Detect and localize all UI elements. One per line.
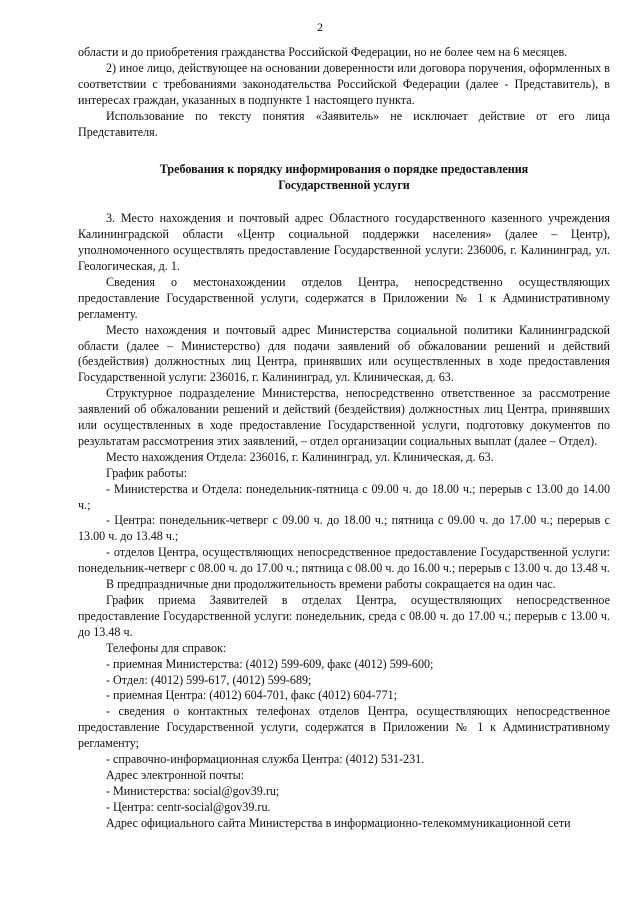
list-item: - Министерства и Отдела: понедельник-пятница с 09.00 ч. до 18.00 ч.; перерыв с 13.00 до 14.00 ч.; <box>78 481 610 512</box>
paragraph: Место нахождения Отдела: 236016, г. Калининград, ул. Клиническая, д. 63. <box>106 449 494 464</box>
section-heading-line: Требования к порядку информирования о порядке предоставления <box>159 162 529 177</box>
paragraph: Адрес официального сайта Министерства в информационно-телекоммуникационной сети <box>106 815 571 830</box>
paragraph: Использование по тексту понятия «Заявитель» не исключает действие от его лица Представителя. <box>78 108 610 139</box>
paragraph: Структурное подразделение Министерства, непосредственно ответственное за рассмотрение заявлений об обжаловании решений и действий (бездействия) должностных лиц Центра, принявших или осуществленных в ходе предоставление Государственной услуги, подготовку документов по результатам рассмотрения этих заявлений, – отдел организации социальных выплат (далее – Отдел). <box>78 386 610 448</box>
list-item: - приемная Центра: (4012) 604-701, факс (4012) 604-771; <box>106 688 398 703</box>
paragraph: Адрес электронной почты: <box>106 767 245 782</box>
paragraph: График приема Заявителей в отделах Центра, осуществляющих непосредственное предоставление Государственной услуги: понедельник, среда с 08.00 ч. до 17.00 ч.; перерыв с 13.00 ч. до 13.48 ч. <box>78 593 610 639</box>
document-body <box>78 45 610 832</box>
list-item: - справочно-информационная служба Центра: (4012) 531-231. <box>106 752 425 767</box>
paragraph: Сведения о местонахождении отделов Центра, непосредственно осуществляющих предоставление Государственной услуги, содержатся в Приложении № 1 к Административному регламенту. <box>78 274 610 321</box>
list-item: - Центра: centr-social@gov39.ru. <box>106 799 271 814</box>
list-item: - отделов Центра, осуществляющих непосредственное предоставление Государственной услуги: понедельник-четверг с 08.00 ч. до 17.00 ч.; пятница с 08.00 ч. до 16.00 ч.; перерыв с 13.00 ч. до 13.48 ч. <box>78 545 610 576</box>
list-item: - сведения о контактных телефонах отделов Центра, осуществляющих непосредственное предоставление Государственной услуги, содержатся в Приложении № 1 к Административному регламенту; <box>78 704 610 751</box>
paragraph: Место нахождения и почтовый адрес Министерства социальной политики Калининградской области (далее – Министерство) для подачи заявлений об обжаловании решений и действий (бездействия) должностных лиц Центра, принявших или осуществленных в ходе предоставления Государственной услуги: 236016, г. Калининград, ул. Клиническая, д. 63. <box>78 322 610 385</box>
paragraph: области и до приобретения гражданства Российской Федерации, но не более чем на 6 месяцев. <box>78 45 568 59</box>
section-heading <box>78 162 610 194</box>
paragraph: 2) иное лицо, действующее на основании доверенности или договора поручения, оформленных в соответствии с требованиями законодательства Российской Федерации (далее - Представитель), в интересах граждан, указанных в подпункте 1 настоящего пункта. <box>78 60 610 107</box>
paragraph: 3. Место нахождения и почтовый адрес Областного государственного казенного учреждения Калининградской области «Центр социальной поддержки населения» (далее – Центр), уполномоченного осуществлять предоставление Государственной услуги: 236006, г. Калининград, ул. Геологическая, д. 1. <box>78 211 610 273</box>
paragraph: График работы: <box>106 465 188 480</box>
list-item: - Отдел: (4012) 599-617, (4012) 599-689; <box>106 672 312 687</box>
list-item: - Министерства: social@gov39.ru; <box>106 783 280 798</box>
section-heading-line: Государственной услуги <box>278 178 410 193</box>
paragraph: В предпраздничные дни продолжительность времени работы сокращается на один час. <box>106 577 556 592</box>
paragraph: Телефоны для справок: <box>106 640 227 655</box>
list-item: - приемная Министерства: (4012) 599-609, факс (4012) 599-600; <box>106 656 434 671</box>
list-item: - Центра: понедельник-четверг с 09.00 ч. до 18.00 ч.; пятница с 09.00 ч. до 17.00 ч.; перерыв с 13.00 ч. до 13.48 ч.; <box>78 513 610 544</box>
page-number: 2 <box>317 20 323 34</box>
